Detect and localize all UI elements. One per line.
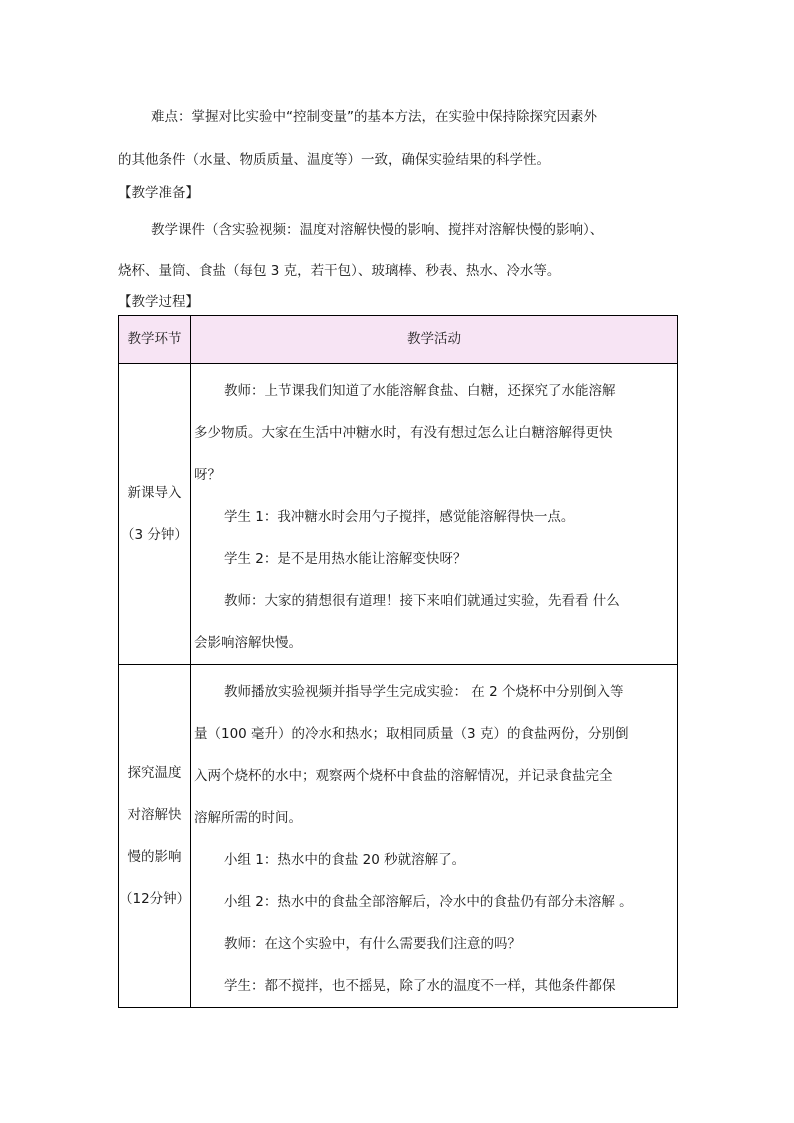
lesson-process-table: [118, 315, 678, 1008]
activity-line: 教师：在这个实验中，有什么需要我们注意的吗？: [224, 936, 521, 952]
table-row: [119, 665, 678, 1008]
table-header-row: [119, 316, 678, 364]
header-activity: 教学活动: [191, 316, 678, 364]
activity-line: 小组 2：热水中的食盐全部溶解后，冷水中的食盐仍有部分未溶解 。: [224, 894, 633, 910]
header-stage: 教学环节: [119, 316, 191, 364]
stage-label-line: 新课导入: [127, 485, 182, 501]
activity-cell: [191, 364, 678, 665]
stage-duration: （3 分钟）: [121, 527, 188, 543]
activity-line: 量（100 毫升）的冷水和热水；取相同质量（3 克）的食盐两份，分别倒: [194, 726, 629, 742]
stage-label-line: 探究温度: [127, 765, 182, 781]
activity-line: 学生 2：是不是用热水能让溶解变快呀？: [224, 551, 467, 567]
prep-line-1: 教学课件（含实验视频：温度对溶解快慢的影响、搅拌对溶解快慢的影响）、: [151, 222, 604, 238]
activity-line: 教师：上节课我们知道了水能溶解食盐、白糖，还探究了水能溶解: [224, 383, 616, 399]
activity-line: 教师：大家的猜想很有道理！接下来咱们就通过实验，先看看 什么: [224, 593, 620, 609]
stage-cell: [119, 364, 191, 665]
process-heading: 【教学过程】: [118, 294, 199, 310]
stage-cell: [119, 665, 191, 1008]
activity-line: 多少物质。大家在生活中冲糖水时，有没有想过怎么让白糖溶解得更快: [194, 425, 613, 441]
activity-line: 会影响溶解快慢。: [194, 635, 302, 651]
prep-line-2: 烧杯、量筒、食盐（每包 3 克，若干包）、玻璃棒、秒表、热水、冷水等。: [118, 263, 561, 279]
activity-line: 学生：都不搅拌，也不摇晃，除了水的温度不一样，其他条件都保: [224, 978, 616, 994]
stage-label-line: 慢的影响: [127, 849, 182, 865]
activity-line: 学生 1：我冲糖水时会用勺子搅拌，感觉能溶解得快一点。: [224, 509, 575, 525]
activity-cell: [191, 665, 678, 1008]
activity-line: 教师播放实验视频并指导学生完成实验： 在 2 个烧杯中分别倒入等: [224, 684, 624, 700]
activity-line: 入两个烧杯的水中；观察两个烧杯中食盐的溶解情况，并记录食盐完全: [194, 768, 613, 784]
difficulty-line-1: 难点：掌握对比实验中“控制变量”的基本方法，在实验中保持除探究因素外: [151, 109, 597, 125]
table-row: [119, 364, 678, 665]
activity-line: 小组 1：热水中的食盐 20 秒就溶解了。: [224, 852, 466, 868]
prep-heading: 【教学准备】: [118, 185, 199, 201]
activity-line: 溶解所需的时间。: [194, 810, 302, 826]
stage-label-line: 对溶解快: [127, 807, 182, 823]
stage-duration: （12分钟）: [119, 891, 191, 907]
difficulty-line-2: 的其他条件（水量、物质质量、温度等）一致，确保实验结果的科学性。: [118, 152, 550, 168]
activity-line: 呀？: [194, 467, 221, 483]
